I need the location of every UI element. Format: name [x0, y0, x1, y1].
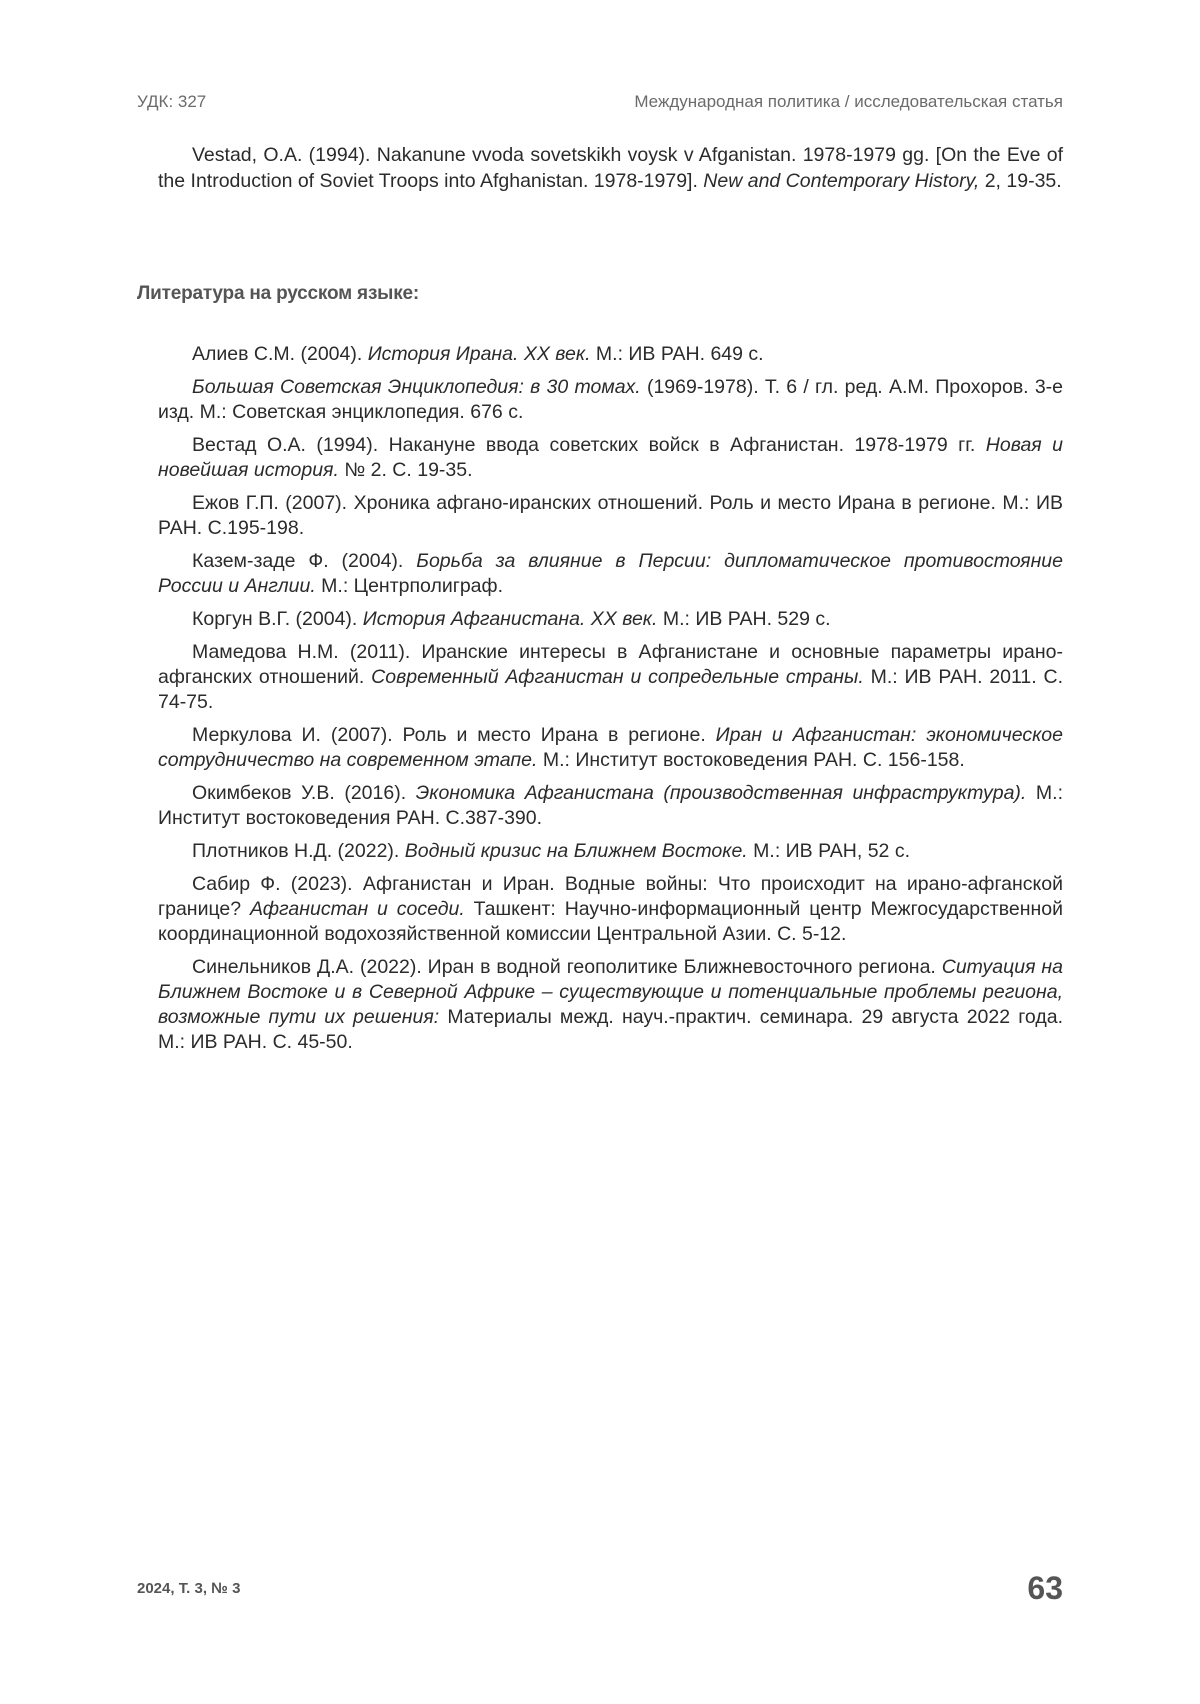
- section-label: Международная политика / исследовательская статья: [634, 92, 1063, 111]
- ref-tail: М.: ИВ РАН. 529 с.: [657, 608, 831, 630]
- ref-italic: Новая и новейшая история.: [158, 434, 1063, 481]
- lead-ref-italic: New and Contemporary History,: [703, 170, 980, 192]
- reference-item: [158, 375, 1063, 425]
- ref-text: Алиев С.М. (2004).: [192, 343, 368, 365]
- ref-text: Синельников Д.А. (2022). Иран в водной геополитике Ближневосточного региона.: [192, 956, 942, 978]
- ref-tail: М.: Центрполиграф.: [315, 575, 503, 597]
- udc-code: УДК: 327: [137, 92, 207, 111]
- section-title: Литература на русском языке:: [137, 283, 420, 304]
- reference-list: [158, 342, 1063, 1063]
- ref-italic: Борьба за влияние в Персии: дипломатическое противостояние России и Англии.: [158, 550, 1063, 597]
- reference-item: [158, 723, 1063, 773]
- ref-italic: История Ирана. XX век.: [367, 343, 591, 365]
- reference-item: [158, 607, 1063, 632]
- ref-italic: Водный кризис на Ближнем Востоке.: [404, 840, 748, 862]
- reference-item: [158, 640, 1063, 715]
- lead-reference: [158, 142, 1063, 194]
- page-header: [137, 90, 1063, 114]
- ref-italic: Ситуация на Ближнем Востоке и в Северной Африке – существующие и потенциальные проблемы региона, возможные пути их решения:: [158, 956, 1063, 1028]
- ref-italic: Афганистан и соседи.: [249, 898, 465, 920]
- ref-text: Мамедова Н.М. (2011). Иранские интересы в Афганистане и основные параметры ирано-афганских отношений.: [158, 641, 1063, 688]
- ref-tail: Материалы межд. науч.-практич. семинара. 29 августа 2022 года. М.: ИВ РАН. С. 45-50.: [158, 1006, 1063, 1053]
- reference-item: [158, 955, 1063, 1055]
- ref-text: Окимбеков У.В. (2016).: [192, 782, 416, 804]
- ref-text: Казем-заде Ф. (2004).: [192, 550, 417, 572]
- reference-item: [158, 433, 1063, 483]
- reference-item: [158, 342, 1063, 367]
- reference-item: [158, 491, 1063, 541]
- ref-tail: (1969-1978). Т. 6 / гл. ред. А.М. Прохоров. 3-е изд. М.: Советская энциклопедия. 676 с.: [158, 376, 1064, 423]
- reference-item: [158, 872, 1063, 947]
- ref-tail: М.: ИВ РАН, 52 с.: [747, 840, 910, 862]
- issue-info: 2024, Т. 3, № 3: [137, 1580, 241, 1597]
- reference-item: [158, 549, 1063, 599]
- page-number: 63: [1027, 1570, 1063, 1606]
- ref-italic: История Афганистана. XX век.: [362, 608, 658, 630]
- ref-text: Плотников Н.Д. (2022).: [192, 840, 405, 862]
- ref-text: Вестад О.А. (1994). Накануне ввода советских войск в Афганистан. 1978-1979 гг.: [192, 434, 986, 456]
- ref-tail: М.: Институт востоковедения РАН. С. 156-158.: [537, 749, 965, 771]
- ref-tail: М.: ИВ РАН. 2011. С. 74-75.: [158, 666, 1063, 713]
- ref-text: Коргун В.Г. (2004).: [192, 608, 363, 630]
- reference-item: [158, 839, 1063, 864]
- ref-italic: Большая Советская Энциклопедия: в 30 томах.: [192, 376, 641, 398]
- ref-tail: М.: ИВ РАН. 649 с.: [590, 343, 764, 365]
- lead-ref-text: Vestad, O.A. (1994). Nakanune vvoda sovetskikh voysk v Afganistan. 1978-1979 gg. [On the Eve of the Introduction of Soviet Troops into Afghanistan. 1978-1979].: [158, 144, 1063, 192]
- ref-italic: Современный Афганистан и сопредельные страны.: [371, 666, 864, 688]
- ref-tail: Ташкент: Научно-информационный центр Межгосударственной координационной водохозяйственной комиссии Центральной Азии. С. 5-12.: [158, 898, 1063, 945]
- ref-text: Сабир Ф. (2023). Афганистан и Иран. Водные войны: Что происходит на ирано-афганской границе?: [158, 873, 1063, 920]
- ref-text: Меркулова И. (2007). Роль и место Ирана в регионе.: [192, 724, 716, 746]
- ref-tail: № 2. С. 19-35.: [338, 459, 473, 481]
- ref-tail: М.: Институт востоковедения РАН. С.387-390.: [158, 782, 1064, 829]
- ref-italic: Экономика Афганистана (производственная инфраструктура).: [415, 782, 1027, 804]
- ref-italic: Иран и Афганистан: экономическое сотрудничество на современном этапе.: [158, 724, 1063, 771]
- lead-ref-tail: 2, 19-35.: [979, 170, 1062, 192]
- ref-text: Ежов Г.П. (2007). Хроника афгано-иранских отношений. Роль и место Ирана в регионе. М.: ИВ РАН. С.195-198.: [158, 492, 1063, 539]
- reference-item: [158, 781, 1063, 831]
